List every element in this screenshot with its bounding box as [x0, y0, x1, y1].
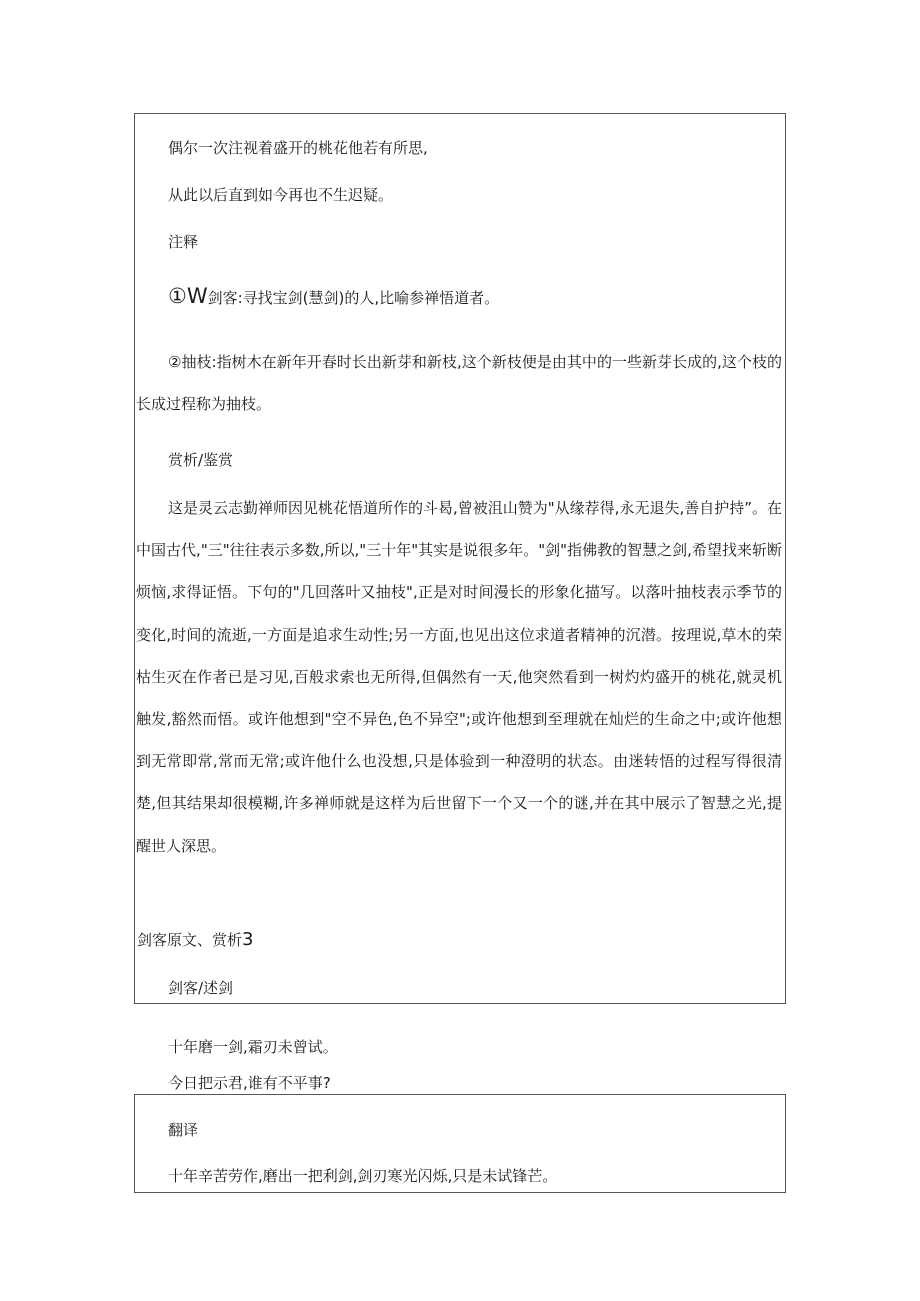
poem-body-line-1: 十年磨一剑,霜刃未曾试。: [168, 1038, 338, 1056]
appreciation-heading: 赏析/鉴赏: [168, 451, 234, 469]
note-2: ②抽枝:指树木在新年开春时长出新芽和新枝,这个新枝便是由其中的一些新芽长成的,这个枝的长成过程称为抽枝。: [136, 353, 782, 414]
note-1: [168, 286, 499, 308]
appreciation-paragraph: 这是灵云志勤禅师因见桃花悟道所作的斗曷,曾被沮山赞为"从缘荐得,永无退失,善自护持”。在中国古代,"三"往往表示多数,所以,"三十年"其实是说很多年。"剑"指佛教的智慧之剑,希望找来斩断烦恼,求得证悟。下句的"几回落叶又抽枝",正是对时间漫长的形象化描写。以落叶抽枝表示季节的变化,时间的流逝,一方面是追求生动性;另一方面,也见出这位求道者精神的沉潜。按理说,草木的荣枯生灭在作者已是习见,百般求索也无所得,但偶然有一天,他突然看到一树灼灼盛开的桃花,就灵机触发,豁然而悟。或许他想到"空不异色,色不异空";或许他想到至理就在灿烂的生命之中;或许他想到无常即常,常而无常;或许他什么也没想,只是体验到一种澄明的状态。由迷转悟的过程写得很清楚,但其结果却很模糊,许多禅师就是这样为后世留下一个又一个的谜,并在其中展示了智慧之光,提醒世人深思。: [136, 499, 782, 855]
poem-line-1: 偶尔一次注视着盛开的桃花他若有所思,: [168, 139, 428, 157]
poem-line-2: 从此以后直到如今再也不生迟疑。: [168, 186, 394, 204]
note-1-text: 剑客:寻找宝剑(慧剑)的人,比喻参禅悟道者。: [207, 289, 500, 307]
translation-heading: 翻译: [168, 1121, 199, 1139]
section-title: [137, 930, 253, 950]
note-1-marker: ①W: [168, 284, 208, 308]
poem-body-line-2: 今日把示君,谁有不平事?: [168, 1074, 331, 1092]
section-title-text: 剑客原文、赏析: [137, 931, 243, 949]
translation-text: 十年辛苦劳作,磨出一把利剑,剑刃寒光闪烁,只是未试锋芒。: [168, 1167, 558, 1185]
notes-heading: 注释: [168, 233, 199, 251]
section-title-number: 3: [242, 929, 254, 950]
poem-title: 剑客/述剑: [168, 979, 234, 997]
